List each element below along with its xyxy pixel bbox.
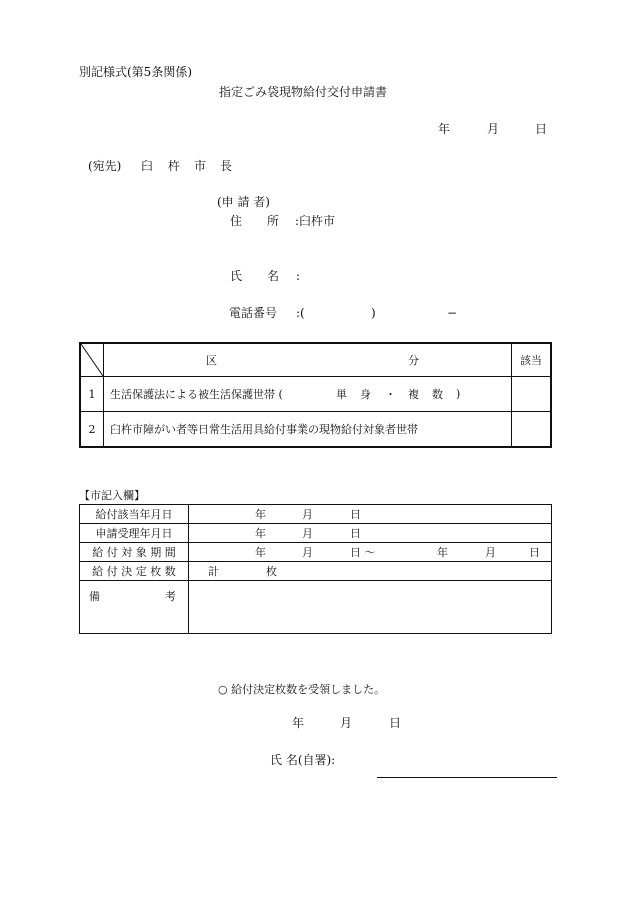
cell-day: 日 xyxy=(529,546,540,559)
page-title: 指定ごみ袋現物給付交付申請書 xyxy=(219,85,388,99)
address-label-char: 所 xyxy=(267,214,280,228)
cell-month: 月 xyxy=(302,508,313,521)
cell-year: 年 xyxy=(255,508,266,521)
name-colon[interactable]: : xyxy=(296,269,301,283)
address-label-char: 住 xyxy=(230,214,243,228)
option-multi-char: 複 xyxy=(408,388,419,401)
cell-total: 計 xyxy=(208,565,219,578)
applicant-heading: (申 請 者) xyxy=(217,195,270,209)
receipt-statement: ○ 給付決定枚数を受領しました。 xyxy=(218,683,386,696)
cell-year: 年 xyxy=(437,546,448,559)
category-header-cell xyxy=(104,343,512,377)
receipt-year: 年 xyxy=(292,716,305,730)
category-header-row xyxy=(80,343,551,377)
remarks-label-cell xyxy=(80,581,189,634)
addressee-char: 臼 xyxy=(141,159,154,173)
office-table xyxy=(79,504,552,634)
addressee-char: 長 xyxy=(220,159,233,173)
row-number: 1 xyxy=(80,377,104,412)
form-id: 別記様式(第5条関係) xyxy=(79,65,192,79)
row-description: 臼杵市障がい者等日常生活用具給付事業の現物給付対象者世帯 xyxy=(104,412,512,448)
row-number: 2 xyxy=(80,412,104,448)
phone-dash: − xyxy=(447,306,458,320)
table-row xyxy=(80,581,552,634)
date-year: 年 xyxy=(438,122,451,136)
row-check-cell[interactable] xyxy=(512,377,552,412)
address-value[interactable]: :臼杵市 xyxy=(295,214,336,228)
diagonal-cell xyxy=(80,343,104,377)
row-value-cell[interactable] xyxy=(189,543,552,562)
table-row xyxy=(80,562,552,581)
name-label-char: 氏 xyxy=(230,269,243,283)
row-label: 申請受理年月日 xyxy=(80,524,189,543)
date-day: 日 xyxy=(535,122,548,136)
row-value-cell[interactable] xyxy=(189,524,552,543)
category-header-left: 区 xyxy=(206,354,217,367)
phone-paren: ) xyxy=(371,306,376,320)
option-multi-char: 数 xyxy=(432,388,443,401)
option-separator: ・ xyxy=(385,388,396,401)
row-check-cell[interactable] xyxy=(512,412,552,448)
row-value-cell[interactable] xyxy=(189,562,552,581)
addressee-label: (宛先) xyxy=(88,159,122,173)
cell-month: 月 xyxy=(302,527,313,540)
cell-month: 月 xyxy=(485,546,496,559)
row-label: 給 付 対 象 期 間 xyxy=(80,543,189,562)
phone-label: 電話番号 xyxy=(229,306,278,320)
remarks-value-cell[interactable] xyxy=(189,581,552,634)
cell-day: 日 xyxy=(350,527,361,540)
table-row xyxy=(80,377,551,412)
diagonal-line-icon xyxy=(81,344,103,376)
addressee-char: 市 xyxy=(194,159,207,173)
row-label: 給付該当年月日 xyxy=(80,505,189,524)
table-row xyxy=(80,524,552,543)
option-single-char: 身 xyxy=(360,388,371,401)
name-label-char: 名 xyxy=(267,269,280,283)
category-header-right: 分 xyxy=(408,354,419,367)
cell-month: 月 xyxy=(302,546,313,559)
remarks-label-char: 考 xyxy=(165,589,176,603)
row-label: 給 付 決 定 枚 数 xyxy=(80,562,189,581)
cell-day-to: 日 〜 xyxy=(350,546,376,559)
cell-day: 日 xyxy=(350,508,361,521)
remarks-label-char: 備 xyxy=(89,589,100,603)
cell-sheets: 枚 xyxy=(266,565,277,578)
category-table xyxy=(79,342,552,448)
cell-year: 年 xyxy=(255,527,266,540)
signature-label: 氏 名(自署): xyxy=(270,753,336,767)
option-close-paren: ) xyxy=(456,387,461,401)
row-value-cell[interactable] xyxy=(189,505,552,524)
table-row xyxy=(80,412,551,448)
phone-value[interactable]: :( xyxy=(296,306,305,320)
cell-year: 年 xyxy=(255,546,266,559)
date-month: 月 xyxy=(487,122,500,136)
option-single-char: 単 xyxy=(336,388,347,401)
receipt-month: 月 xyxy=(340,716,353,730)
table-row xyxy=(80,543,552,562)
row-text: 生活保護法による被生活保護世帯 ( xyxy=(110,388,283,401)
check-header: 該当 xyxy=(512,343,552,377)
receipt-day: 日 xyxy=(389,716,402,730)
signature-line[interactable] xyxy=(377,777,557,778)
addressee-char: 杵 xyxy=(168,159,181,173)
row-description xyxy=(104,377,512,412)
table-row xyxy=(80,505,552,524)
office-section-label: 【市記入欄】 xyxy=(79,489,145,502)
